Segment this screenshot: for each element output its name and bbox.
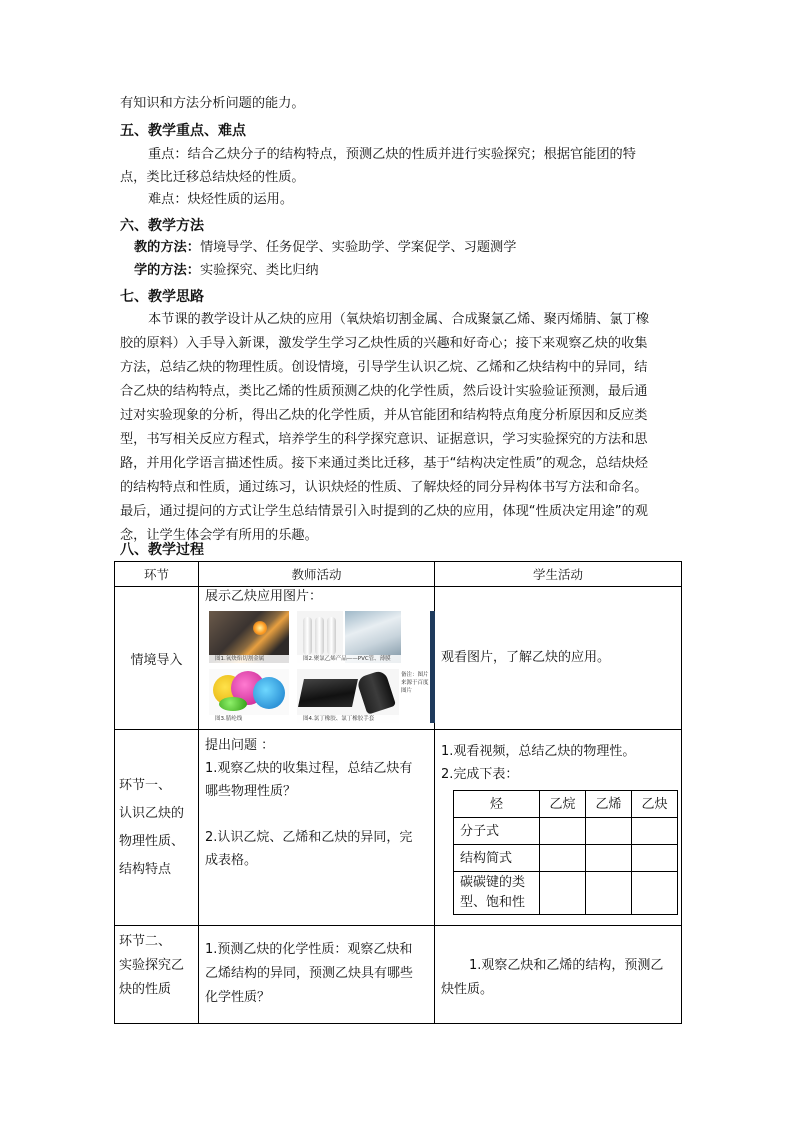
image-pvc-film	[303, 611, 401, 663]
section7-title: 七、教学思路	[120, 289, 204, 305]
caption: 图4.氯丁橡胶、氯丁橡胶手套	[297, 715, 399, 723]
image-acrylic-yarn	[209, 669, 289, 723]
idea-line: 念，让学生体会学有所用的乐趣。	[120, 528, 318, 543]
student-line: 2.完成下表：	[441, 767, 519, 782]
comparison-cell	[632, 872, 678, 915]
teacher-line: 提出问题 ：	[205, 738, 275, 753]
caption: 图3.腈纶线	[209, 715, 289, 723]
idea-line: 本节课的教学设计从乙炔的应用（氧炔焰切割金属、合成聚氯乙烯、聚丙烯腈、氯丁橡	[148, 312, 650, 327]
comparison-row-label: 分子式	[454, 818, 540, 845]
application-images	[209, 611, 435, 723]
pipe-icon	[327, 617, 336, 655]
slide-edge	[430, 611, 435, 723]
teacher-line: 化学性质？	[205, 990, 271, 1005]
student-activity	[435, 730, 682, 926]
student-activity: 观看图片，了解乙炔的应用。	[435, 587, 682, 730]
idea-line: 合乙炔的结构特点，类比乙烯的性质预测乙炔的化学性质，然后设计实验验证预测，最后通	[120, 384, 648, 399]
comparison-row	[454, 872, 678, 915]
comparison-cell	[540, 845, 586, 872]
student-line: 1.观看视频，总结乙炔的物理性。	[441, 744, 636, 759]
key-point-line2: 点，类比迁移总结炔烃的性质。	[120, 170, 305, 185]
teacher-line: 1.预测乙炔的化学性质：观察乙炔和	[205, 942, 413, 957]
comparison-cell	[586, 845, 632, 872]
header-student: 学生活动	[435, 562, 682, 587]
student-line: 炔性质。	[441, 982, 494, 997]
section6-title: 六、教学方法	[120, 218, 204, 234]
teacher-line: 1.观察乙炔的收集过程，总结乙炔有	[205, 761, 413, 776]
comparison-row	[454, 818, 678, 845]
yarn-ball-icon	[219, 697, 247, 711]
teacher-line-blank	[205, 803, 428, 826]
comparison-cell	[540, 818, 586, 845]
idea-line: 过对实验现象的分析，得出乙炔的化学性质，并从官能团和结构特点角度分析原因和反应类	[120, 408, 648, 423]
teach-method-label: 教的方法：	[134, 240, 200, 255]
teaching-process-table	[114, 561, 682, 1024]
learn-method	[134, 259, 694, 283]
teacher-activity	[199, 730, 435, 926]
stage-two	[115, 926, 199, 1024]
comparison-row-label: 碳碳键的类型、饱和性	[454, 872, 540, 915]
yarn-ball-icon	[253, 677, 285, 709]
learn-method-label: 学的方法：	[134, 263, 200, 278]
flame-icon	[253, 621, 267, 635]
comparison-header: 乙炔	[632, 791, 678, 818]
glove-icon	[356, 669, 396, 714]
table-row	[115, 730, 682, 926]
idea-line: 最后，通过提问的方式让学生总结情景引入时提到的乙炔的应用，体现“性质决定用途”的观	[120, 504, 648, 519]
image-cutting-metal	[209, 611, 289, 663]
table-row	[115, 587, 682, 730]
difficult-point: 难点：炔烃性质的运用。	[148, 192, 294, 207]
header-teacher: 教师活动	[199, 562, 435, 587]
image-source-note: 备注：图片来源于百度图片	[401, 672, 429, 694]
stage-line: 物理性质、	[119, 833, 185, 849]
pipe-icon	[315, 617, 324, 655]
teacher-activity-title: 展示乙炔应用图片：	[205, 589, 323, 604]
pipe-icon	[303, 617, 312, 655]
comparison-cell	[586, 818, 632, 845]
stage-one	[115, 730, 199, 926]
teach-method	[134, 236, 694, 260]
stage-intro: 情境导入	[115, 587, 199, 730]
student-line: 1.观察乙炔和乙烯的结构，预测乙	[469, 958, 664, 973]
teach-method-value: 情境导学、任务促学、实验助学、学案促学、习题测学	[199, 240, 517, 255]
learn-method-value: 实验探究、类比归纳	[199, 263, 319, 278]
section5-title: 五、教学重点、难点	[120, 123, 246, 139]
comparison-header: 烃	[454, 791, 540, 818]
stage-line: 结构特点	[119, 861, 172, 877]
stage-line: 炔的性质	[119, 982, 172, 997]
stage-line: 环节二、	[119, 934, 172, 949]
comparison-header: 乙烷	[540, 791, 586, 818]
teacher-line: 乙烯结构的异同，预测乙炔具有哪些	[205, 966, 414, 981]
caption: 图2.聚氯乙烯产品——PVC管、薄膜	[297, 655, 401, 663]
idea-line: 方法，总结乙炔的物理性质。创设情境，引导学生认识乙烷、乙烯和乙炔结构中的异同，结	[120, 360, 648, 375]
teacher-line: 成表格。	[205, 853, 258, 868]
comparison-row	[454, 845, 678, 872]
student-activity	[435, 926, 682, 1024]
idea-line: 胶的原料）入手导入新课，激发学生学习乙炔性质的兴趣和好奇心；接下来观察乙炔的收集	[120, 336, 648, 351]
comparison-row-label: 结构简式	[454, 845, 540, 872]
section8-title: 八、教学过程	[120, 542, 204, 558]
rubber-sheet-icon	[298, 679, 358, 707]
idea-line: 的结构特点和性质，通过练习，认识炔烃的性质、了解炔烃的同分异构体书写方法和命名。	[120, 480, 648, 495]
key-point-line1: 重点：结合乙炔分子的结构特点，预测乙炔的性质并进行实验探究；根据官能团的特	[148, 147, 636, 162]
teacher-line: 2.认识乙烷、乙烯和乙炔的异同，完	[205, 830, 413, 845]
comparison-cell	[586, 872, 632, 915]
stage-line: 认识乙炔的	[119, 805, 185, 821]
comparison-cell	[632, 845, 678, 872]
comparison-cell	[632, 818, 678, 845]
header-stage: 环节	[115, 562, 199, 587]
teacher-activity	[199, 926, 435, 1024]
table-row	[115, 926, 682, 1024]
comparison-table	[453, 790, 678, 915]
teacher-activity	[199, 587, 435, 730]
table-header-row	[115, 562, 682, 587]
idea-line: 型，书写相关反应方程式，培养学生的科学探究意识、证据意识，学习实验探究的方法和思	[120, 432, 648, 447]
comparison-header-row	[454, 791, 678, 818]
caption: 图1.氧炔焰切割金属	[209, 655, 289, 663]
stage-line: 实验探究乙	[119, 958, 185, 973]
stage-line: 环节一、	[119, 777, 172, 793]
comparison-cell	[540, 872, 586, 915]
idea-line: 路，并用化学语言描述性质。接下来通过类比迁移，基于“结构决定性质”的观念，总结炔烃	[120, 456, 648, 471]
comparison-header: 乙烯	[586, 791, 632, 818]
teacher-line: 哪些物理性质？	[205, 784, 297, 799]
intro-tail: 有知识和方法分析问题的能力。	[120, 96, 305, 111]
image-chloroprene-rubber	[297, 669, 399, 723]
